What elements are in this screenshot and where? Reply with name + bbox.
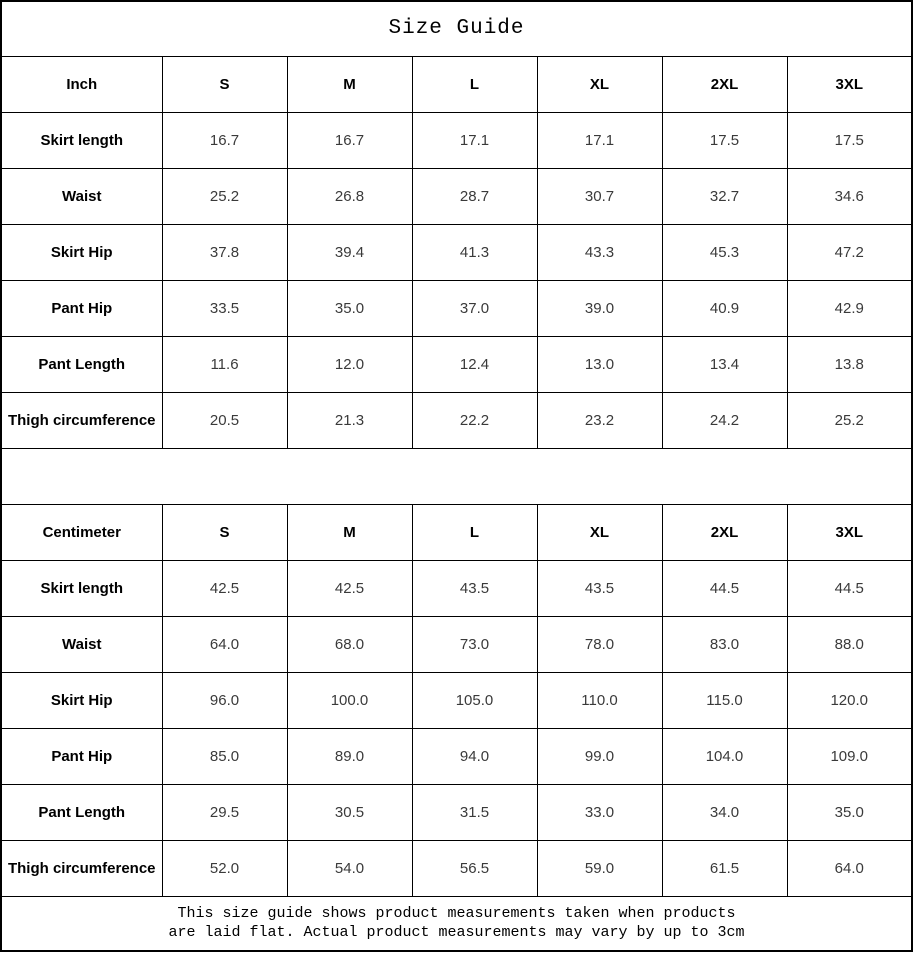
measurement-value: 120.0 — [787, 672, 912, 728]
measurement-value: 61.5 — [662, 840, 787, 896]
size-header-cell: L — [412, 56, 537, 112]
title-row — [1, 1, 912, 56]
measurement-value: 30.5 — [287, 784, 412, 840]
measurement-value: 29.5 — [162, 784, 287, 840]
measurement-value: 64.0 — [787, 840, 912, 896]
measurement-value: 33.0 — [537, 784, 662, 840]
footnote-line-1: This size guide shows product measurements taken when products — [177, 905, 736, 923]
size-header-row — [1, 56, 912, 112]
measurement-value: 34.6 — [787, 168, 912, 224]
measurement-value: 25.2 — [162, 168, 287, 224]
measurement-value: 17.5 — [787, 112, 912, 168]
measurement-value: 83.0 — [662, 616, 787, 672]
measurement-value: 39.0 — [537, 280, 662, 336]
measurement-value: 104.0 — [662, 728, 787, 784]
measurement-value: 99.0 — [537, 728, 662, 784]
size-header-cell: 2XL — [662, 56, 787, 112]
measurement-value: 13.4 — [662, 336, 787, 392]
measurement-value: 41.3 — [412, 224, 537, 280]
measurement-value: 109.0 — [787, 728, 912, 784]
measurement-label: Waist — [1, 616, 162, 672]
inch-table-section — [1, 56, 912, 448]
measurement-label: Skirt Hip — [1, 224, 162, 280]
measurement-value: 59.0 — [537, 840, 662, 896]
measurement-value: 12.0 — [287, 336, 412, 392]
measurement-value: 34.0 — [662, 784, 787, 840]
measurement-value: 54.0 — [287, 840, 412, 896]
measurement-value: 26.8 — [287, 168, 412, 224]
measurement-value: 115.0 — [662, 672, 787, 728]
measurement-label: Skirt length — [1, 560, 162, 616]
measurement-value: 16.7 — [162, 112, 287, 168]
measurement-value: 43.3 — [537, 224, 662, 280]
measurement-value: 31.5 — [412, 784, 537, 840]
measurement-value: 105.0 — [412, 672, 537, 728]
size-header-cell: 3XL — [787, 56, 912, 112]
measurement-label: Pant Length — [1, 336, 162, 392]
size-header-cell: 3XL — [787, 504, 912, 560]
measurement-row — [1, 392, 912, 448]
measurement-value: 13.8 — [787, 336, 912, 392]
measurement-row — [1, 224, 912, 280]
measurement-value: 42.5 — [162, 560, 287, 616]
measurement-value: 35.0 — [287, 280, 412, 336]
measurement-row — [1, 784, 912, 840]
measurement-label: Thigh circumference — [1, 840, 162, 896]
measurement-value: 56.5 — [412, 840, 537, 896]
footnote — [1, 896, 912, 951]
measurement-value: 43.5 — [537, 560, 662, 616]
size-header-cell: XL — [537, 56, 662, 112]
measurement-value: 64.0 — [162, 616, 287, 672]
measurement-value: 23.2 — [537, 392, 662, 448]
measurement-value: 17.1 — [537, 112, 662, 168]
measurement-value: 68.0 — [287, 616, 412, 672]
spacer-row — [1, 448, 912, 504]
measurement-value: 13.0 — [537, 336, 662, 392]
measurement-label: Pant Hip — [1, 280, 162, 336]
centimeter-table-section — [1, 504, 912, 896]
measurement-value: 42.5 — [287, 560, 412, 616]
measurement-value: 11.6 — [162, 336, 287, 392]
measurement-label: Waist — [1, 168, 162, 224]
measurement-row — [1, 168, 912, 224]
measurement-label: Pant Hip — [1, 728, 162, 784]
measurement-value: 20.5 — [162, 392, 287, 448]
size-header-cell: L — [412, 504, 537, 560]
size-header-cell: M — [287, 56, 412, 112]
measurement-value: 28.7 — [412, 168, 537, 224]
measurement-value: 43.5 — [412, 560, 537, 616]
spacer-section — [1, 448, 912, 504]
measurement-value: 17.1 — [412, 112, 537, 168]
measurement-value: 110.0 — [537, 672, 662, 728]
measurement-value: 37.8 — [162, 224, 287, 280]
footer-row — [1, 896, 912, 951]
measurement-row — [1, 336, 912, 392]
unit-header-cell: Centimeter — [1, 504, 162, 560]
measurement-value: 96.0 — [162, 672, 287, 728]
measurement-value: 35.0 — [787, 784, 912, 840]
measurement-label: Pant Length — [1, 784, 162, 840]
measurement-value: 33.5 — [162, 280, 287, 336]
measurement-value: 30.7 — [537, 168, 662, 224]
measurement-value: 40.9 — [662, 280, 787, 336]
measurement-row — [1, 728, 912, 784]
page-title: Size Guide — [1, 1, 912, 56]
measurement-row — [1, 672, 912, 728]
measurement-value: 100.0 — [287, 672, 412, 728]
measurement-value: 88.0 — [787, 616, 912, 672]
measurement-value: 39.4 — [287, 224, 412, 280]
measurement-value: 21.3 — [287, 392, 412, 448]
measurement-value: 78.0 — [537, 616, 662, 672]
measurement-value: 24.2 — [662, 392, 787, 448]
measurement-value: 94.0 — [412, 728, 537, 784]
size-header-row — [1, 504, 912, 560]
measurement-row — [1, 112, 912, 168]
measurement-label: Thigh circumference — [1, 392, 162, 448]
measurement-value: 73.0 — [412, 616, 537, 672]
measurement-value: 37.0 — [412, 280, 537, 336]
measurement-value: 52.0 — [162, 840, 287, 896]
measurement-label: Skirt Hip — [1, 672, 162, 728]
size-header-cell: 2XL — [662, 504, 787, 560]
footnote-line-2: are laid flat. Actual product measurements may vary by up to 3cm — [168, 924, 745, 942]
measurement-value: 32.7 — [662, 168, 787, 224]
measurement-label: Skirt length — [1, 112, 162, 168]
measurement-row — [1, 616, 912, 672]
size-header-cell: XL — [537, 504, 662, 560]
measurement-value: 44.5 — [662, 560, 787, 616]
measurement-value: 16.7 — [287, 112, 412, 168]
title-section — [1, 1, 912, 56]
measurement-value: 47.2 — [787, 224, 912, 280]
measurement-value: 89.0 — [287, 728, 412, 784]
measurement-value: 45.3 — [662, 224, 787, 280]
size-header-cell: S — [162, 504, 287, 560]
measurement-value: 25.2 — [787, 392, 912, 448]
measurement-value: 12.4 — [412, 336, 537, 392]
measurement-value: 17.5 — [662, 112, 787, 168]
size-header-cell: M — [287, 504, 412, 560]
measurement-value: 22.2 — [412, 392, 537, 448]
footer-section — [1, 896, 912, 951]
measurement-row — [1, 280, 912, 336]
table-spacer — [1, 448, 912, 504]
measurement-value: 44.5 — [787, 560, 912, 616]
size-header-cell: S — [162, 56, 287, 112]
measurement-row — [1, 840, 912, 896]
measurement-row — [1, 560, 912, 616]
measurement-value: 42.9 — [787, 280, 912, 336]
measurement-value: 85.0 — [162, 728, 287, 784]
unit-header-cell: Inch — [1, 56, 162, 112]
